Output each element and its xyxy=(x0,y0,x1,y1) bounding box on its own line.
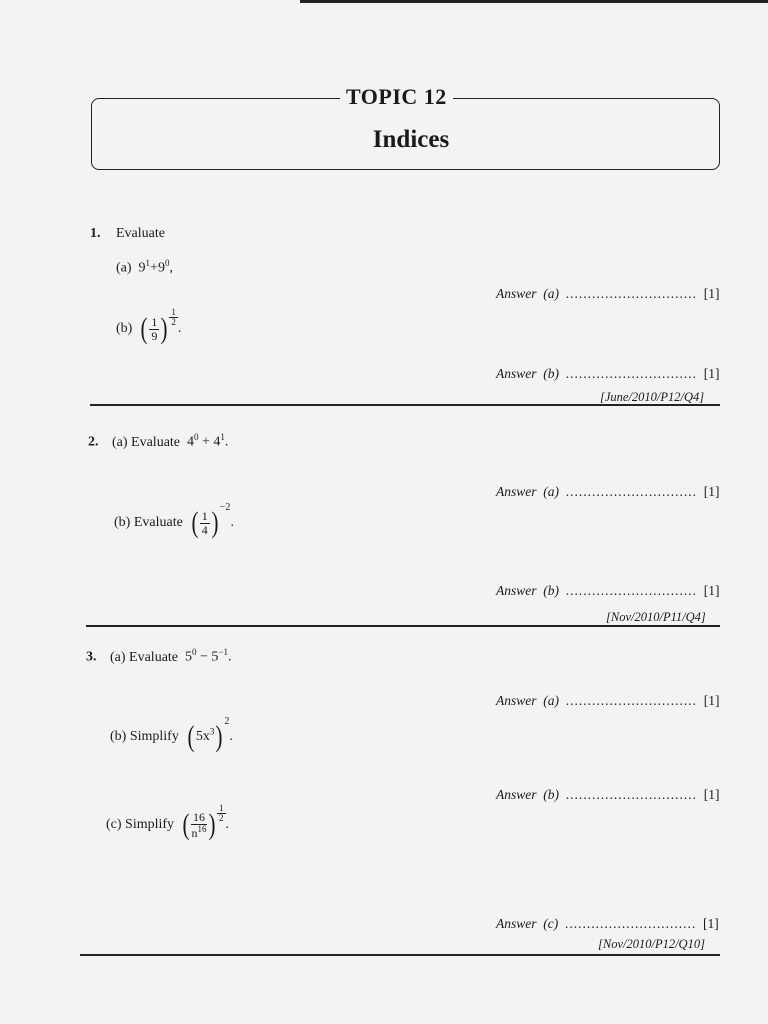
question-2a: 2. (a) Evaluate $4^0 + 4^1$. xyxy=(88,432,229,450)
answer-line-2b[interactable]: Answer (b) .............................. [1] xyxy=(496,583,720,598)
question-3a: 3. (a) Evaluate $5^0 - 5^{-1}$. xyxy=(86,647,232,665)
question-text: Evaluate xyxy=(116,226,165,241)
source-reference: [Nov/2010/P11/Q4] xyxy=(606,610,706,624)
source-reference: [June/2010/P12/Q4] xyxy=(600,390,705,404)
divider xyxy=(80,954,720,956)
answer-line-1b[interactable]: Answer (b) .............................. [1] xyxy=(496,366,720,381)
top-edge-line xyxy=(300,0,768,3)
question-1a: (a) $9^1+9^0$, xyxy=(116,258,173,276)
fraction: $\frac{1}{4}$ xyxy=(201,508,208,537)
source-reference: [Nov/2010/P12/Q10] xyxy=(598,937,705,951)
answer-line-3c[interactable]: Answer (c) .............................. [1] xyxy=(496,916,719,931)
part-label: (a) xyxy=(116,260,132,276)
question-3b: (b) Simplify ( $5x^3$) $^2$. xyxy=(110,716,233,753)
topic-heading: TOPIC 12 xyxy=(340,84,453,110)
answer-line-1a[interactable]: Answer (a) .............................. [1] xyxy=(496,286,720,301)
topic-title: Indices xyxy=(372,126,450,153)
question-1b: (b) ( $\frac{1}{9}$ ) $^{\frac{1}{2}}$ . xyxy=(116,307,182,345)
question-2b: (b) Evaluate ( $\frac{1}{4}$ ) $^{-2}$. xyxy=(114,502,234,539)
question-3c: (c) Simplify ( $\frac{16}{n^{16}}$ ) $^{\frac{1}{2}}$ . xyxy=(106,803,230,841)
fraction: $\frac{16}{n^{16}}$ xyxy=(191,809,207,840)
fraction: $\frac{1}{9}$ xyxy=(151,314,158,343)
divider xyxy=(86,625,720,627)
question-number: 1. xyxy=(90,226,101,241)
answer-line-3a[interactable]: Answer (a) .............................. [1] xyxy=(496,693,720,708)
answer-line-2a[interactable]: Answer (a) .............................. [1] xyxy=(496,484,720,499)
question-1-header xyxy=(90,226,165,242)
answer-line-3b[interactable]: Answer (b) .............................. [1] xyxy=(496,787,720,802)
